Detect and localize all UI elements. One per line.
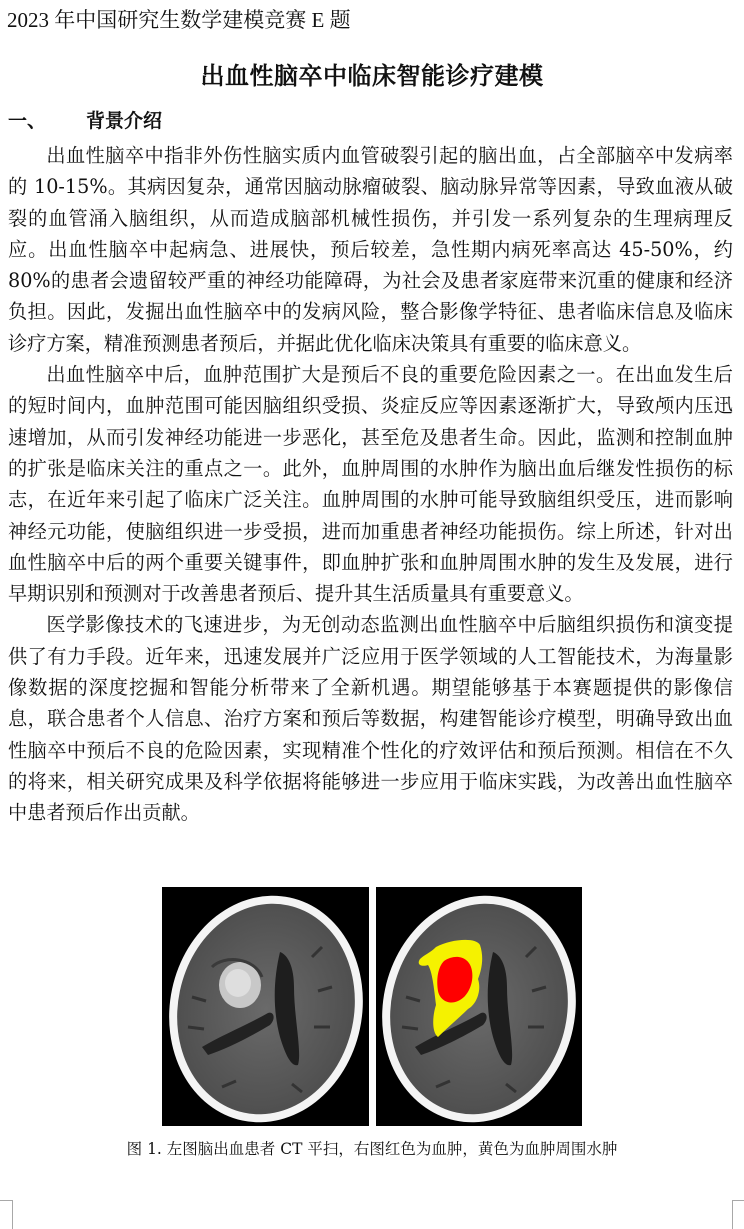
- section-heading: [8, 106, 162, 133]
- page-corner-mark-right: [732, 1200, 744, 1229]
- page-title: 出血性脑卒中临床智能诊疗建模: [200, 61, 544, 90]
- paragraph: 医学影像技术的飞速进步，为无创动态监测出血性脑卒中后脑组织损伤和演变提供了有力手段。近年来，迅速发展并广泛应用于医学领域的人工智能技术，为海量影像数据的深度挖掘和智能分析带来了全新机遇。期望能够基于本赛题提供的影像信息，联合患者个人信息、治疗方案和预后等数据，构建智能诊疗模型，明确导致出血性脑卒中预后不良的危险因素，实现精准个性化的疗效评估和预后预测。相信在不久的将来，相关研究成果及科学依据将能够进一步应用于临床实践，为改善出血性脑卒中患者预后作出贡献。: [8, 613, 733, 825]
- figure-1: [162, 887, 582, 1126]
- section-number: 一、: [8, 110, 47, 132]
- body-text: [8, 140, 733, 829]
- section-title: 背景介绍: [86, 110, 163, 132]
- ct-scan-image-plain: [162, 887, 369, 1126]
- paragraph: 出血性脑卒中后，血肿范围扩大是预后不良的重要危险因素之一。在出血发生后的短时间内，血肿范围可能因脑组织受损、炎症反应等因素逐渐扩大，导致颅内压迅速增加，从而引发神经功能进一步恶化，甚至危及患者生命。因此，监测和控制血肿的扩张是临床关注的重点之一。此外，血肿周围的水肿作为脑出血后继发性损伤的标志，在近年来引起了临床广泛关注。血肿周围的水肿可能导致脑组织受压，进而影响神经元功能，使脑组织进一步受损，进而加重患者神经功能损伤。综上所述，针对出血性脑卒中后的两个重要关键事件，即血肿扩张和血肿周围水肿的发生及发展，进行早期识别和预测对于改善患者预后、提升其生活质量具有重要意义。: [8, 363, 733, 606]
- paragraph: 出血性脑卒中指非外伤性脑实质内血管破裂引起的脑出血，占全部脑卒中发病率的 10-15%。其病因复杂，通常因脑动脉瘤破裂、脑动脉异常等因素，导致血液从破裂的血管涌入脑组织，从而造成脑部机械性损伤，并引发一系列复杂的生理病理反应。出血性脑卒中起病急、进展快，预后较差，急性期内病死率高达 45-50%，约 80%的患者会遗留较严重的神经功能障碍，为社会及患者家庭带来沉重的健康和经济负担。因此，发掘出血性脑卒中的发病风险，整合影像学特征、患者临床信息及临床诊疗方案，精准预测患者预后，并据此优化临床决策具有重要的临床意义。: [8, 144, 733, 355]
- ct-scan-image-segmented: [376, 887, 582, 1126]
- page-corner-mark-left: [0, 1200, 13, 1229]
- competition-header: 2023 年中国研究生数学建模竞赛 E 题: [7, 8, 351, 32]
- figure-caption: 图 1. 左图脑出血患者 CT 平扫，右图红色为血肿，黄色为血肿周围水肿: [126, 1140, 618, 1158]
